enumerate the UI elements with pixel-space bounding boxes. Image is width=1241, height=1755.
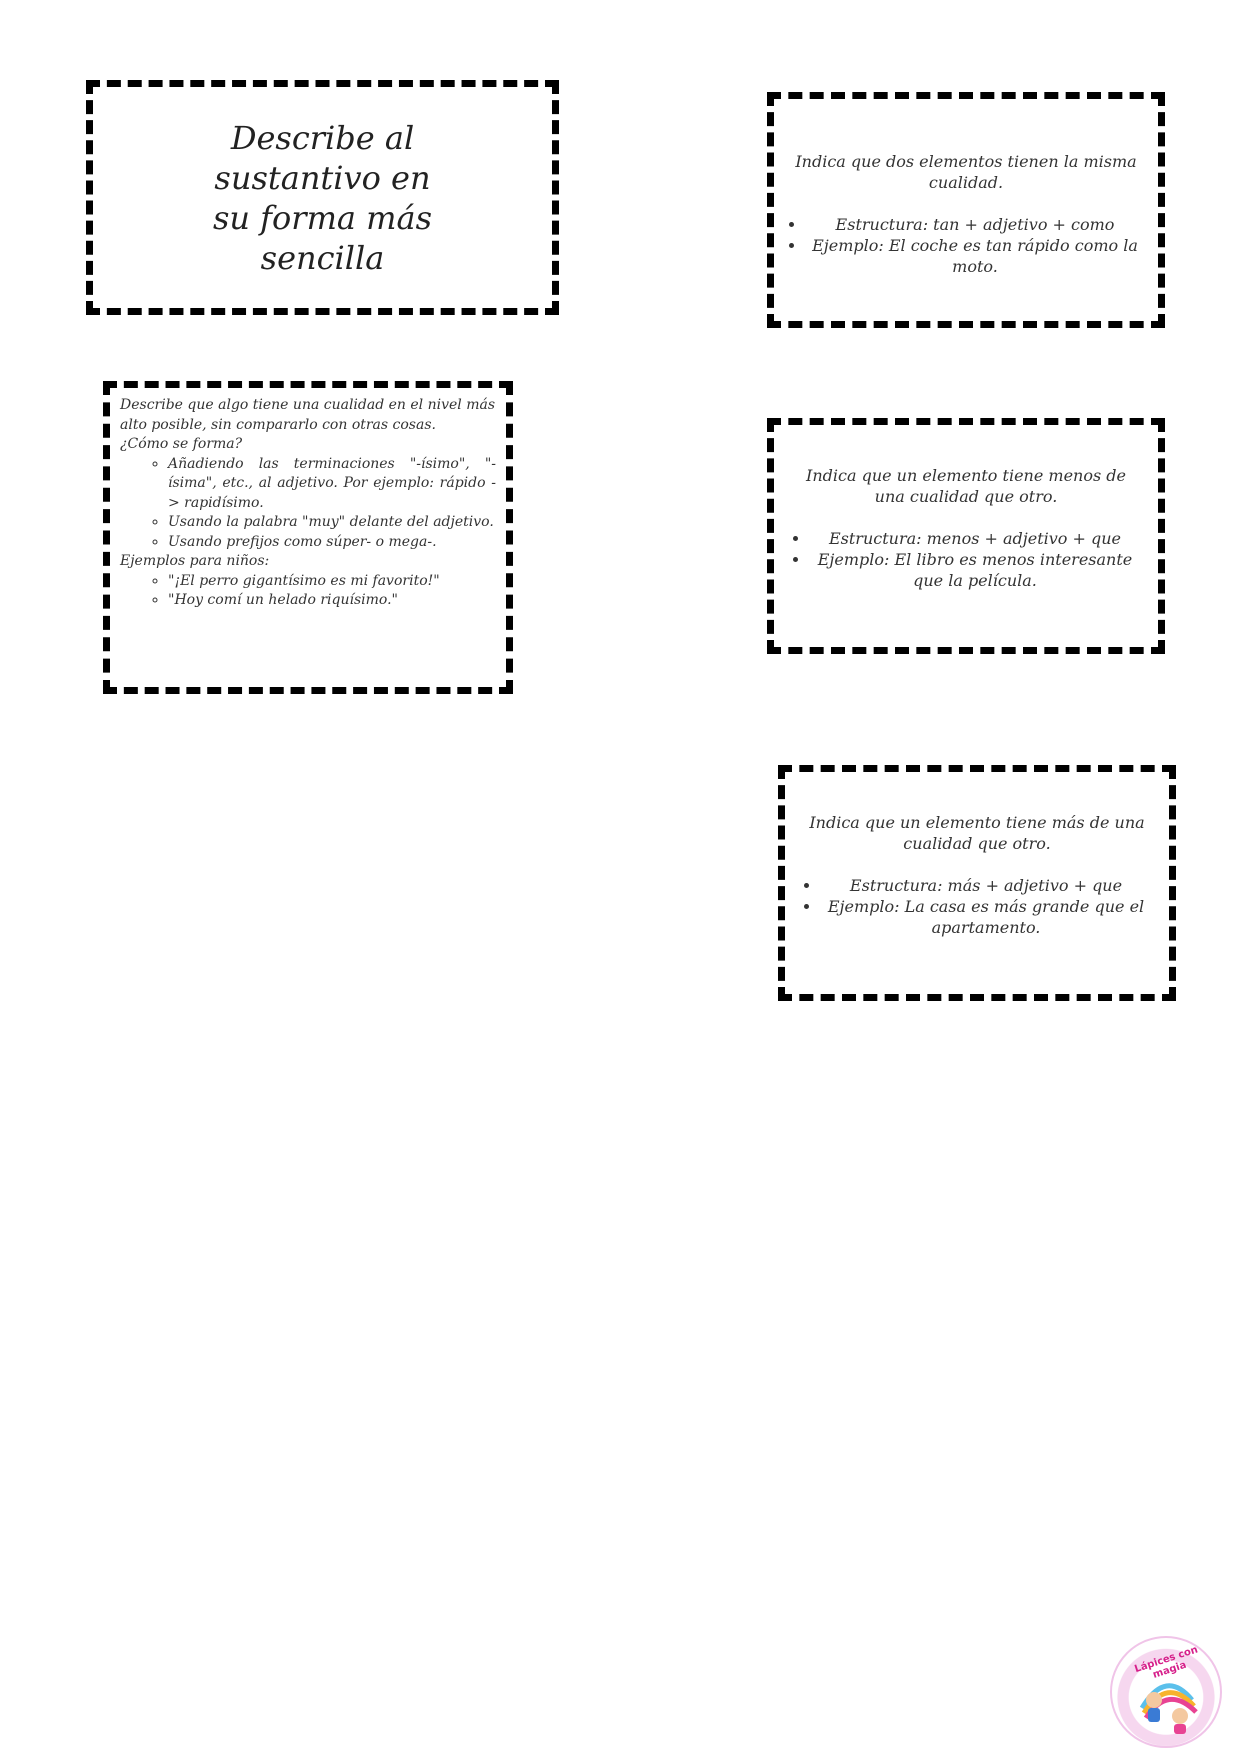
spacer xyxy=(788,193,1144,214)
card-inferiority-description: Indica que un elemento tiene menos de una cualidad que otro. xyxy=(806,466,1126,506)
logo-text: Lápices con magia xyxy=(1133,1644,1200,1681)
card-comparative-equality xyxy=(767,92,1165,328)
card-equality-list xyxy=(788,214,1144,277)
spacer xyxy=(803,854,1151,875)
card-superlative-how-heading: ¿Cómo se forma? xyxy=(120,436,243,452)
spacer xyxy=(792,507,1140,528)
card-equality-structure: • Estructura: tan + adjetivo + como xyxy=(806,214,1144,235)
list-item: ◦ "¡El perro gigantísimo es mi favorito!" xyxy=(168,572,496,592)
card-equality-example: • Ejemplo: El coche es tan rápido como la moto. xyxy=(806,235,1144,277)
logo-illustration-icon xyxy=(1112,1638,1220,1746)
card-superiority-description: Indica que un elemento tiene más de una cualidad que otro. xyxy=(809,813,1145,853)
brand-logo xyxy=(1110,1636,1222,1748)
card-superlative-intro: Describe que algo tiene una cualidad en el nivel más alto posible, sin compararlo con otras cosas. xyxy=(120,397,496,433)
card-inferiority-list xyxy=(792,528,1140,591)
card-equality-description: Indica que dos elementos tienen la misma cualidad. xyxy=(795,152,1137,192)
card-superiority-list xyxy=(803,875,1151,938)
list-item: ◦ Usando la palabra "muy" delante del adjetivo. xyxy=(168,513,496,533)
card-superlative-degree xyxy=(103,381,513,694)
card-superiority-structure: • Estructura: más + adjetivo + que xyxy=(821,875,1151,896)
list-item: ◦ Añadiendo las terminaciones "-ísimo", "-ísima", etc., al adjetivo. Por ejemplo: rápido -> rapidísimo. xyxy=(168,455,496,514)
list-item: ◦ Usando prefijos como súper- o mega-. xyxy=(168,533,496,553)
card-comparative-inferiority xyxy=(767,418,1165,654)
card-superlative-examples-list xyxy=(120,572,496,611)
card-superlative-how-list xyxy=(120,455,496,553)
card-comparative-superiority xyxy=(778,765,1176,1001)
card-inferiority-structure: • Estructura: menos + adjetivo + que xyxy=(810,528,1140,549)
card-superiority-example: • Ejemplo: La casa es más grande que el apartamento. xyxy=(821,896,1151,938)
card-positive-text: Describe al sustantivo en su forma más sencilla xyxy=(212,118,433,277)
list-item: ◦ "Hoy comí un helado riquísimo." xyxy=(168,591,496,611)
card-superlative-examples-heading: Ejemplos para niños: xyxy=(120,553,270,569)
card-inferiority-example: • Ejemplo: El libro es menos interesante que la película. xyxy=(810,549,1140,591)
card-positive-degree xyxy=(86,80,559,315)
